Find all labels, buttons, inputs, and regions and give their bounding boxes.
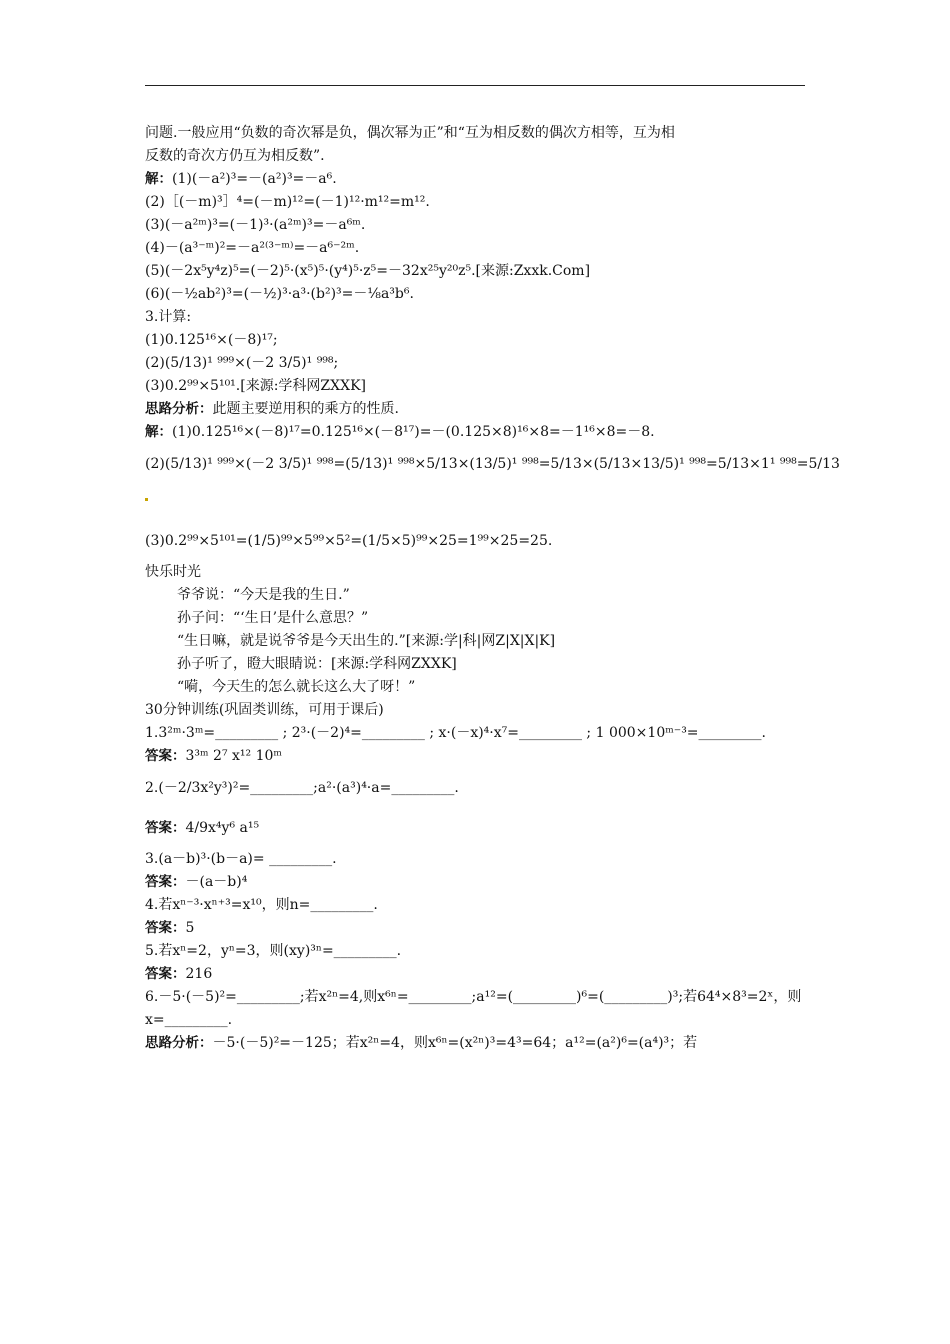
exercise-4: 4.若xⁿ⁻³·xⁿ⁺³=x¹⁰，则n=_________. bbox=[145, 897, 378, 913]
solution-5: (5)(－2x⁵y⁴z)⁵=(－2)⁵·(x⁵)⁵·(y⁴)⁵·z⁵=－32x²⁵y²⁰z⁵.[来源:Zxxk.Com] bbox=[145, 263, 591, 279]
document-body bbox=[145, 122, 840, 1055]
q3-solution-marker bbox=[145, 484, 807, 507]
q3-item-1: (1)0.125¹⁶×(－8)¹⁷; bbox=[145, 332, 278, 348]
happy-line: 孙子问：“‘生日’是什么意思？” bbox=[177, 610, 369, 626]
q3-solution-1 bbox=[145, 421, 807, 444]
training-title: 30分钟训练(巩固类训练，可用于课后) bbox=[145, 702, 384, 718]
spacer bbox=[145, 507, 807, 521]
answer-text: 3³ᵐ 2⁷ x¹² 10ᵐ bbox=[185, 748, 282, 764]
answer-3 bbox=[145, 871, 807, 894]
answer-label: 答案： bbox=[145, 820, 186, 836]
exercise-2: 2.(－2/3x²y³)²=_________;a²·(a³)⁴·a=_________. bbox=[145, 780, 459, 796]
analysis-text: 此题主要逆用积的乘方的性质. bbox=[212, 401, 399, 417]
answer-label: 答案： bbox=[145, 748, 186, 764]
solution-text: (1)0.125¹⁶×(－8)¹⁷=0.125¹⁶×(－8¹⁷)=－(0.125×8)¹⁶×8=－1¹⁶×8=－8. bbox=[172, 424, 655, 440]
happy-line: 爷爷说：“今天是我的生日.” bbox=[177, 587, 350, 603]
answer-4 bbox=[145, 917, 807, 940]
q3-title: 3.计算: bbox=[145, 309, 192, 325]
answer-label: 答案： bbox=[145, 874, 186, 890]
happy-line: 孙子听了，瞪大眼睛说：[来源:学科网ZXXK] bbox=[177, 656, 457, 672]
solution-4: (4)－(a³⁻ᵐ)²=－a²⁽³⁻ᵐ⁾=－a⁶⁻²ᵐ. bbox=[145, 240, 360, 256]
solution-1 bbox=[145, 168, 807, 191]
intro-line-1: 问题.一般应用“负数的奇次幂是负，偶次幂为正”和“互为相反数的偶次方相等，互为相 bbox=[145, 125, 675, 141]
answer-1 bbox=[145, 745, 807, 768]
q3-solution-2: (2)(5/13)¹ ⁹⁹⁹×(－2 3/5)¹ ⁹⁹⁸=(5/13)¹ ⁹⁹⁸×5/13×(13/5)¹ ⁹⁹⁸=5/13×(5/13×13/5)¹ ⁹⁹⁸=5/13×1¹ ⁹⁹⁸=5/13 bbox=[145, 456, 840, 472]
happy-line: “嗬，今天生的怎么就长这么大了呀！” bbox=[177, 679, 416, 695]
happy-title: 快乐时光 bbox=[145, 564, 201, 580]
analysis-text: －5·(－5)²=－125；若x²ⁿ=4，则x⁶ⁿ=(x²ⁿ)³=4³=64；a¹²=(a²)⁶=(a⁴)³；若 bbox=[212, 1035, 698, 1051]
exercise-3: 3.(a－b)³·(b－a)= _________. bbox=[145, 851, 337, 867]
answer-text: 216 bbox=[185, 966, 213, 982]
exercise-6: 6.－5·(－5)²=_________;若x²ⁿ=4,则x⁶ⁿ=_________;a¹²=(_________)⁶=(_________)³;若64⁴×8³=2ˣ，则x=_________. bbox=[145, 989, 802, 1028]
edit-mark bbox=[145, 498, 148, 501]
q3-item-3: (3)0.2⁹⁹×5¹⁰¹.[来源:学科网ZXXK] bbox=[145, 378, 367, 394]
q3-analysis bbox=[145, 398, 807, 421]
analysis-6 bbox=[145, 1032, 807, 1055]
answer-text: 4/9x⁴y⁶ a¹⁵ bbox=[185, 820, 260, 836]
answer-label: 答案： bbox=[145, 966, 186, 982]
answer-text: 5 bbox=[185, 920, 195, 936]
solution-label: 解： bbox=[145, 424, 172, 440]
q3-item-2: (2)(5/13)¹ ⁹⁹⁹×(－2 3/5)¹ ⁹⁹⁸; bbox=[145, 355, 339, 371]
q3-solution-3: (3)0.2⁹⁹×5¹⁰¹=(1/5)⁹⁹×5⁹⁹×5²=(1/5×5)⁹⁹×25=1⁹⁹×25=25. bbox=[145, 533, 553, 549]
answer-5 bbox=[145, 963, 807, 986]
analysis-label: 思路分析： bbox=[145, 1035, 213, 1051]
answer-2 bbox=[145, 808, 807, 848]
intro-line-2: 反数的奇次方仍互为相反数”. bbox=[145, 148, 325, 164]
analysis-label: 思路分析： bbox=[145, 401, 213, 417]
answer-text: －(a－b)⁴ bbox=[185, 874, 248, 890]
solution-text: (1)(－a²)³=－(a²)³=－a⁶. bbox=[172, 171, 337, 187]
exercise-1: 1.3²ᵐ·3ᵐ=_________ ; 2³·(－2)⁴=_________ ; x·(－x)⁴·x⁷=_________ ; 1 000×10ᵐ⁻³=_________. bbox=[145, 725, 766, 741]
exercise-5: 5.若xⁿ=2，yⁿ=3，则(xy)³ⁿ=_________. bbox=[145, 943, 402, 959]
solution-2: (2)［(－m)³］⁴=(－m)¹²=(－1)¹²·m¹²=m¹². bbox=[145, 194, 430, 210]
solution-label: 解： bbox=[145, 171, 172, 187]
solution-3: (3)(－a²ᵐ)³=(－1)³·(a²ᵐ)³=－a⁶ᵐ. bbox=[145, 217, 366, 233]
header-rule bbox=[145, 85, 805, 86]
solution-6: (6)(－½ab²)³=(－½)³·a³·(b²)³=－⅛a³b⁶. bbox=[145, 286, 414, 302]
answer-label: 答案： bbox=[145, 920, 186, 936]
happy-line: “生日嘛，就是说爷爷是今天出生的.”[来源:学|科|网Z|X|X|K] bbox=[177, 633, 556, 649]
